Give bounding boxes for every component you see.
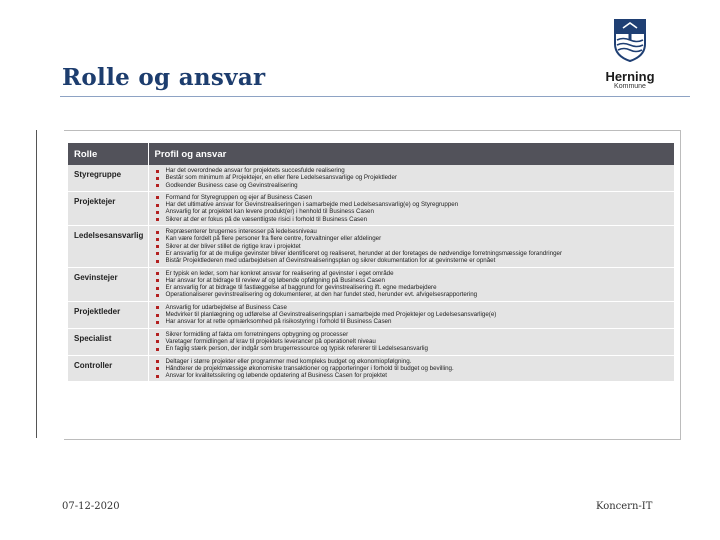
role-name: Projektejer <box>68 191 148 225</box>
responsibility-item: Bistår Projektlederen med udarbejdelsen af Gevinstrealiseringsplan og sikrer dokumentation for at gevinsterne er opnået <box>154 257 669 264</box>
responsibility-item: Har ansvar for at bidrage til review af og løbende opfølgning på Business Casen <box>154 277 669 284</box>
responsibility-item: Ansvarlig for udarbejdelse af Business Case <box>154 304 669 311</box>
responsibility-item: Er typisk en leder, som har konkret ansvar for realisering af gevinster i eget område <box>154 270 669 277</box>
responsibility-item: Har det ultimative ansvar for Gevinstrealiseringen i samarbejde med Ledelsesansvarlig(e) og Styregruppen <box>154 201 669 208</box>
responsibility-item: Har ansvar for at rette opmærksomhed på risikostyring i forhold til Business Casen <box>154 318 669 325</box>
logo-subtitle: Kommune <box>614 83 646 90</box>
responsibility-item: Er ansvarlig for at bidrage til fastlæggelse af baggrund for gevinstrealisering ift. egne medarbejdere <box>154 284 669 291</box>
responsibility-item: Deltager i større projekter eller programmer med kompleks budget og økonomiopfølgning. <box>154 358 669 365</box>
role-responsibilities <box>148 301 675 328</box>
responsibility-list <box>154 194 669 223</box>
role-name: Styregruppe <box>68 165 148 191</box>
role-name: Gevinstejer <box>68 267 148 301</box>
responsibility-list <box>154 228 669 264</box>
role-name: Ledelsesansvarlig <box>68 226 148 267</box>
herning-logo <box>598 18 662 92</box>
table-header-row <box>68 143 675 165</box>
responsibility-item: Varetager formidlingen af krav til projektets leverancer på operationelt niveau <box>154 338 669 345</box>
responsibility-item: Er ansvarlig for at de mulige gevinster bliver identificeret og realiseret, herunder at der foretages de nødvendige forretningsmæssige forandringer <box>154 250 669 257</box>
roles-table <box>68 143 675 382</box>
role-responsibilities <box>148 191 675 225</box>
responsibility-list <box>154 358 669 380</box>
responsibility-item: Ansvar for kvalitetssikring og løbende opdatering af Business Casen for projektet <box>154 372 669 379</box>
role-name: Specialist <box>68 328 148 355</box>
footer-department: Koncern-IT <box>596 501 653 512</box>
responsibility-item: Sikrer at der bliver stillet de rigtige krav i projektet <box>154 243 669 250</box>
table-row <box>68 165 675 191</box>
responsibility-item: Sikrer formidling af fakta om forretningens opbygning og processer <box>154 331 669 338</box>
table-row <box>68 267 675 301</box>
responsibility-list <box>154 304 669 326</box>
responsibility-item: Har det overordnede ansvar for projektets succesfulde realisering <box>154 167 669 174</box>
header-profile: Profil og ansvar <box>148 143 675 165</box>
responsibility-item: Håndterer de projektmæssige økonomiske transaktioner og rapporteringer i forhold til budget og bevilling. <box>154 365 669 372</box>
coat-of-arms-icon <box>613 18 647 62</box>
role-responsibilities <box>148 165 675 191</box>
table-row <box>68 355 675 382</box>
responsibility-list <box>154 331 669 353</box>
role-responsibilities <box>148 267 675 301</box>
responsibility-list <box>154 270 669 299</box>
title-divider <box>60 96 690 97</box>
logo-name: Herning <box>605 69 655 84</box>
responsibility-item: Sikrer at der er fokus på de væsentligste risici i forhold til Business Casen <box>154 216 669 223</box>
responsibility-list <box>154 167 669 189</box>
role-responsibilities <box>148 328 675 355</box>
footer-date: 07-12-2020 <box>62 501 120 512</box>
responsibility-item: Medvirker til planlægning og udførelse af Gevinstrealiseringsplan i samarbejde med Projektejer og Ledelsesansvarlige(e) <box>154 311 669 318</box>
responsibility-item: Kan være fordelt på flere personer fra flere centre, forvaltninger eller afdelinger <box>154 235 669 242</box>
responsibility-item: Består som minimum af Projektejer, en eller flere Ledelsesansvarlige og Projektleder <box>154 174 669 181</box>
responsibility-item: Formand for Styregruppen og ejer af Business Casen <box>154 194 669 201</box>
responsibility-item: Operationaliserer gevinstrealisering og dokumenterer, at den har fundet sted, herunder evt. afvigelsesrapportering <box>154 291 669 298</box>
table-row <box>68 226 675 267</box>
slide-title: Rolle og ansvar <box>62 64 266 91</box>
role-responsibilities <box>148 355 675 382</box>
left-margin-line <box>36 130 37 438</box>
header-role: Rolle <box>68 143 148 165</box>
role-responsibilities <box>148 226 675 267</box>
role-name: Projektleder <box>68 301 148 328</box>
table-row <box>68 301 675 328</box>
table-row <box>68 191 675 225</box>
role-name: Controller <box>68 355 148 382</box>
responsibility-item: En faglig stærk person, der indgår som brugerressource og typisk refererer til Ledelsesansvarlig <box>154 345 669 352</box>
responsibility-item: Godkender Business case og Gevinstrealisering <box>154 182 669 189</box>
table-row <box>68 328 675 355</box>
responsibility-item: Ansvarlig for at projektet kan levere produkt(er) i henhold til Business Casen <box>154 208 669 215</box>
responsibility-item: Repræsenterer brugernes interesser på ledelsesniveau <box>154 228 669 235</box>
